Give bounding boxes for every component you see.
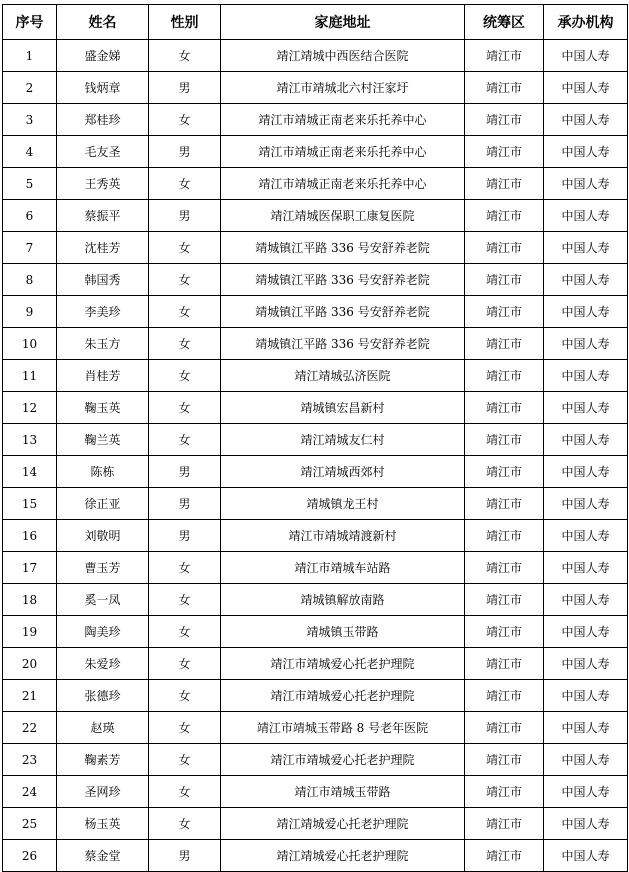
cell-sex: 女 bbox=[149, 360, 221, 392]
cell-org: 中国人寿 bbox=[544, 680, 628, 712]
cell-district: 靖江市 bbox=[465, 232, 544, 264]
cell-address: 靖江市靖城爱心托老护理院 bbox=[221, 680, 465, 712]
cell-address: 靖城镇江平路 336 号安舒养老院 bbox=[221, 264, 465, 296]
cell-address: 靖江市靖城车站路 bbox=[221, 552, 465, 584]
header-row bbox=[3, 5, 628, 40]
cell-name: 沈桂芳 bbox=[57, 232, 149, 264]
table-row bbox=[3, 232, 628, 264]
cell-org: 中国人寿 bbox=[544, 776, 628, 808]
cell-sex: 女 bbox=[149, 296, 221, 328]
table-row bbox=[3, 424, 628, 456]
cell-district: 靖江市 bbox=[465, 200, 544, 232]
cell-seq: 25 bbox=[3, 808, 57, 840]
cell-seq: 26 bbox=[3, 840, 57, 872]
header-name: 姓名 bbox=[57, 5, 149, 40]
cell-district: 靖江市 bbox=[465, 104, 544, 136]
cell-seq: 4 bbox=[3, 136, 57, 168]
cell-district: 靖江市 bbox=[465, 424, 544, 456]
cell-sex: 女 bbox=[149, 392, 221, 424]
cell-name: 朱玉方 bbox=[57, 328, 149, 360]
table-row bbox=[3, 296, 628, 328]
cell-seq: 16 bbox=[3, 520, 57, 552]
cell-district: 靖江市 bbox=[465, 680, 544, 712]
cell-name: 陈栋 bbox=[57, 456, 149, 488]
cell-sex: 女 bbox=[149, 744, 221, 776]
cell-address: 靖江靖城爱心托老护理院 bbox=[221, 840, 465, 872]
table-row bbox=[3, 392, 628, 424]
cell-seq: 21 bbox=[3, 680, 57, 712]
cell-address: 靖江市靖城正南老来乐托养中心 bbox=[221, 168, 465, 200]
cell-org: 中国人寿 bbox=[544, 328, 628, 360]
cell-address: 靖城镇江平路 336 号安舒养老院 bbox=[221, 296, 465, 328]
cell-district: 靖江市 bbox=[465, 456, 544, 488]
cell-name: 钱炳章 bbox=[57, 72, 149, 104]
cell-district: 靖江市 bbox=[465, 552, 544, 584]
cell-address: 靖城镇宏昌新村 bbox=[221, 392, 465, 424]
cell-district: 靖江市 bbox=[465, 648, 544, 680]
cell-sex: 男 bbox=[149, 200, 221, 232]
cell-name: 张德珍 bbox=[57, 680, 149, 712]
cell-seq: 19 bbox=[3, 616, 57, 648]
table-row bbox=[3, 680, 628, 712]
cell-address: 靖城镇江平路 336 号安舒养老院 bbox=[221, 232, 465, 264]
table-row bbox=[3, 200, 628, 232]
table-row bbox=[3, 520, 628, 552]
cell-name: 赵瑛 bbox=[57, 712, 149, 744]
cell-address: 靖城镇玉带路 bbox=[221, 616, 465, 648]
cell-org: 中国人寿 bbox=[544, 584, 628, 616]
header-seq: 序号 bbox=[3, 5, 57, 40]
cell-seq: 11 bbox=[3, 360, 57, 392]
table-row bbox=[3, 136, 628, 168]
cell-address: 靖江市靖城玉带路 8 号老年医院 bbox=[221, 712, 465, 744]
cell-district: 靖江市 bbox=[465, 808, 544, 840]
cell-district: 靖江市 bbox=[465, 776, 544, 808]
cell-sex: 男 bbox=[149, 456, 221, 488]
cell-name: 郑桂珍 bbox=[57, 104, 149, 136]
cell-seq: 15 bbox=[3, 488, 57, 520]
cell-address: 靖江市靖城正南老来乐托养中心 bbox=[221, 104, 465, 136]
cell-sex: 女 bbox=[149, 552, 221, 584]
table-row bbox=[3, 264, 628, 296]
cell-seq: 1 bbox=[3, 40, 57, 72]
cell-sex: 女 bbox=[149, 808, 221, 840]
cell-district: 靖江市 bbox=[465, 584, 544, 616]
cell-seq: 18 bbox=[3, 584, 57, 616]
cell-name: 蔡金堂 bbox=[57, 840, 149, 872]
cell-org: 中国人寿 bbox=[544, 136, 628, 168]
cell-sex: 女 bbox=[149, 104, 221, 136]
table-row bbox=[3, 488, 628, 520]
cell-name: 刘敬明 bbox=[57, 520, 149, 552]
cell-district: 靖江市 bbox=[465, 488, 544, 520]
cell-seq: 9 bbox=[3, 296, 57, 328]
cell-name: 杨玉英 bbox=[57, 808, 149, 840]
cell-sex: 女 bbox=[149, 680, 221, 712]
cell-sex: 男 bbox=[149, 840, 221, 872]
table-row bbox=[3, 776, 628, 808]
cell-seq: 5 bbox=[3, 168, 57, 200]
cell-sex: 男 bbox=[149, 72, 221, 104]
table-row bbox=[3, 648, 628, 680]
cell-seq: 3 bbox=[3, 104, 57, 136]
table-row bbox=[3, 72, 628, 104]
table-row bbox=[3, 808, 628, 840]
cell-name: 陶美珍 bbox=[57, 616, 149, 648]
cell-district: 靖江市 bbox=[465, 616, 544, 648]
cell-sex: 女 bbox=[149, 168, 221, 200]
cell-sex: 男 bbox=[149, 136, 221, 168]
cell-address: 靖江市靖城靖渡新村 bbox=[221, 520, 465, 552]
header-district: 统筹区 bbox=[465, 5, 544, 40]
table-row bbox=[3, 616, 628, 648]
cell-seq: 10 bbox=[3, 328, 57, 360]
cell-sex: 女 bbox=[149, 328, 221, 360]
cell-address: 靖江靖城西郊村 bbox=[221, 456, 465, 488]
cell-org: 中国人寿 bbox=[544, 296, 628, 328]
cell-district: 靖江市 bbox=[465, 168, 544, 200]
cell-name: 毛友圣 bbox=[57, 136, 149, 168]
cell-org: 中国人寿 bbox=[544, 712, 628, 744]
cell-seq: 2 bbox=[3, 72, 57, 104]
cell-district: 靖江市 bbox=[465, 72, 544, 104]
cell-seq: 8 bbox=[3, 264, 57, 296]
cell-org: 中国人寿 bbox=[544, 200, 628, 232]
cell-org: 中国人寿 bbox=[544, 424, 628, 456]
cell-address: 靖江靖城友仁村 bbox=[221, 424, 465, 456]
table-row bbox=[3, 40, 628, 72]
cell-name: 韩国秀 bbox=[57, 264, 149, 296]
cell-sex: 女 bbox=[149, 776, 221, 808]
cell-sex: 女 bbox=[149, 616, 221, 648]
header-sex: 性别 bbox=[149, 5, 221, 40]
cell-org: 中国人寿 bbox=[544, 456, 628, 488]
cell-seq: 7 bbox=[3, 232, 57, 264]
cell-seq: 6 bbox=[3, 200, 57, 232]
table-row bbox=[3, 840, 628, 872]
cell-seq: 24 bbox=[3, 776, 57, 808]
cell-org: 中国人寿 bbox=[544, 648, 628, 680]
cell-address: 靖城镇解放南路 bbox=[221, 584, 465, 616]
cell-org: 中国人寿 bbox=[544, 264, 628, 296]
cell-org: 中国人寿 bbox=[544, 360, 628, 392]
cell-district: 靖江市 bbox=[465, 840, 544, 872]
table-row bbox=[3, 584, 628, 616]
cell-address: 靖江靖城爱心托老护理院 bbox=[221, 808, 465, 840]
cell-org: 中国人寿 bbox=[544, 744, 628, 776]
table-body bbox=[3, 40, 628, 872]
cell-district: 靖江市 bbox=[465, 744, 544, 776]
table-row bbox=[3, 744, 628, 776]
cell-org: 中国人寿 bbox=[544, 808, 628, 840]
cell-name: 曹玉芳 bbox=[57, 552, 149, 584]
cell-sex: 女 bbox=[149, 232, 221, 264]
cell-seq: 17 bbox=[3, 552, 57, 584]
cell-district: 靖江市 bbox=[465, 712, 544, 744]
cell-address: 靖江靖城弘济医院 bbox=[221, 360, 465, 392]
cell-name: 鞠素芳 bbox=[57, 744, 149, 776]
cell-sex: 女 bbox=[149, 424, 221, 456]
cell-address: 靖江市靖城北六村汪家圩 bbox=[221, 72, 465, 104]
cell-district: 靖江市 bbox=[465, 40, 544, 72]
cell-address: 靖江市靖城玉带路 bbox=[221, 776, 465, 808]
cell-seq: 23 bbox=[3, 744, 57, 776]
cell-sex: 女 bbox=[149, 648, 221, 680]
cell-district: 靖江市 bbox=[465, 360, 544, 392]
cell-sex: 女 bbox=[149, 264, 221, 296]
cell-district: 靖江市 bbox=[465, 520, 544, 552]
cell-sex: 男 bbox=[149, 488, 221, 520]
cell-name: 奚一凤 bbox=[57, 584, 149, 616]
cell-name: 鞠兰英 bbox=[57, 424, 149, 456]
cell-org: 中国人寿 bbox=[544, 520, 628, 552]
cell-name: 盛金娣 bbox=[57, 40, 149, 72]
cell-name: 李美珍 bbox=[57, 296, 149, 328]
cell-name: 朱爱珍 bbox=[57, 648, 149, 680]
cell-sex: 女 bbox=[149, 712, 221, 744]
cell-seq: 13 bbox=[3, 424, 57, 456]
table-row bbox=[3, 104, 628, 136]
cell-address: 靖城镇江平路 336 号安舒养老院 bbox=[221, 328, 465, 360]
cell-address: 靖江靖城医保职工康复医院 bbox=[221, 200, 465, 232]
header-address: 家庭地址 bbox=[221, 5, 465, 40]
table-row bbox=[3, 456, 628, 488]
cell-name: 鞠玉英 bbox=[57, 392, 149, 424]
cell-district: 靖江市 bbox=[465, 296, 544, 328]
table-row bbox=[3, 168, 628, 200]
cell-name: 圣网珍 bbox=[57, 776, 149, 808]
cell-district: 靖江市 bbox=[465, 136, 544, 168]
cell-sex: 女 bbox=[149, 584, 221, 616]
table-row bbox=[3, 328, 628, 360]
cell-org: 中国人寿 bbox=[544, 392, 628, 424]
cell-address: 靖江市靖城正南老来乐托养中心 bbox=[221, 136, 465, 168]
cell-name: 王秀英 bbox=[57, 168, 149, 200]
cell-district: 靖江市 bbox=[465, 264, 544, 296]
cell-org: 中国人寿 bbox=[544, 616, 628, 648]
cell-seq: 20 bbox=[3, 648, 57, 680]
cell-address: 靖江市靖城爱心托老护理院 bbox=[221, 648, 465, 680]
cell-seq: 22 bbox=[3, 712, 57, 744]
cell-org: 中国人寿 bbox=[544, 552, 628, 584]
cell-seq: 12 bbox=[3, 392, 57, 424]
cell-sex: 男 bbox=[149, 520, 221, 552]
cell-org: 中国人寿 bbox=[544, 488, 628, 520]
cell-org: 中国人寿 bbox=[544, 840, 628, 872]
cell-name: 蔡振平 bbox=[57, 200, 149, 232]
cell-name: 肖桂芳 bbox=[57, 360, 149, 392]
table-header bbox=[3, 5, 628, 40]
cell-district: 靖江市 bbox=[465, 328, 544, 360]
cell-org: 中国人寿 bbox=[544, 232, 628, 264]
header-org: 承办机构 bbox=[544, 5, 628, 40]
cell-sex: 女 bbox=[149, 40, 221, 72]
table-row bbox=[3, 552, 628, 584]
table-row bbox=[3, 712, 628, 744]
data-table bbox=[2, 4, 628, 872]
cell-address: 靖江市靖城爱心托老护理院 bbox=[221, 744, 465, 776]
cell-address: 靖城镇龙王村 bbox=[221, 488, 465, 520]
cell-org: 中国人寿 bbox=[544, 168, 628, 200]
cell-org: 中国人寿 bbox=[544, 72, 628, 104]
cell-address: 靖江靖城中西医结合医院 bbox=[221, 40, 465, 72]
cell-district: 靖江市 bbox=[465, 392, 544, 424]
cell-name: 徐正亚 bbox=[57, 488, 149, 520]
cell-org: 中国人寿 bbox=[544, 40, 628, 72]
table-row bbox=[3, 360, 628, 392]
cell-org: 中国人寿 bbox=[544, 104, 628, 136]
cell-seq: 14 bbox=[3, 456, 57, 488]
